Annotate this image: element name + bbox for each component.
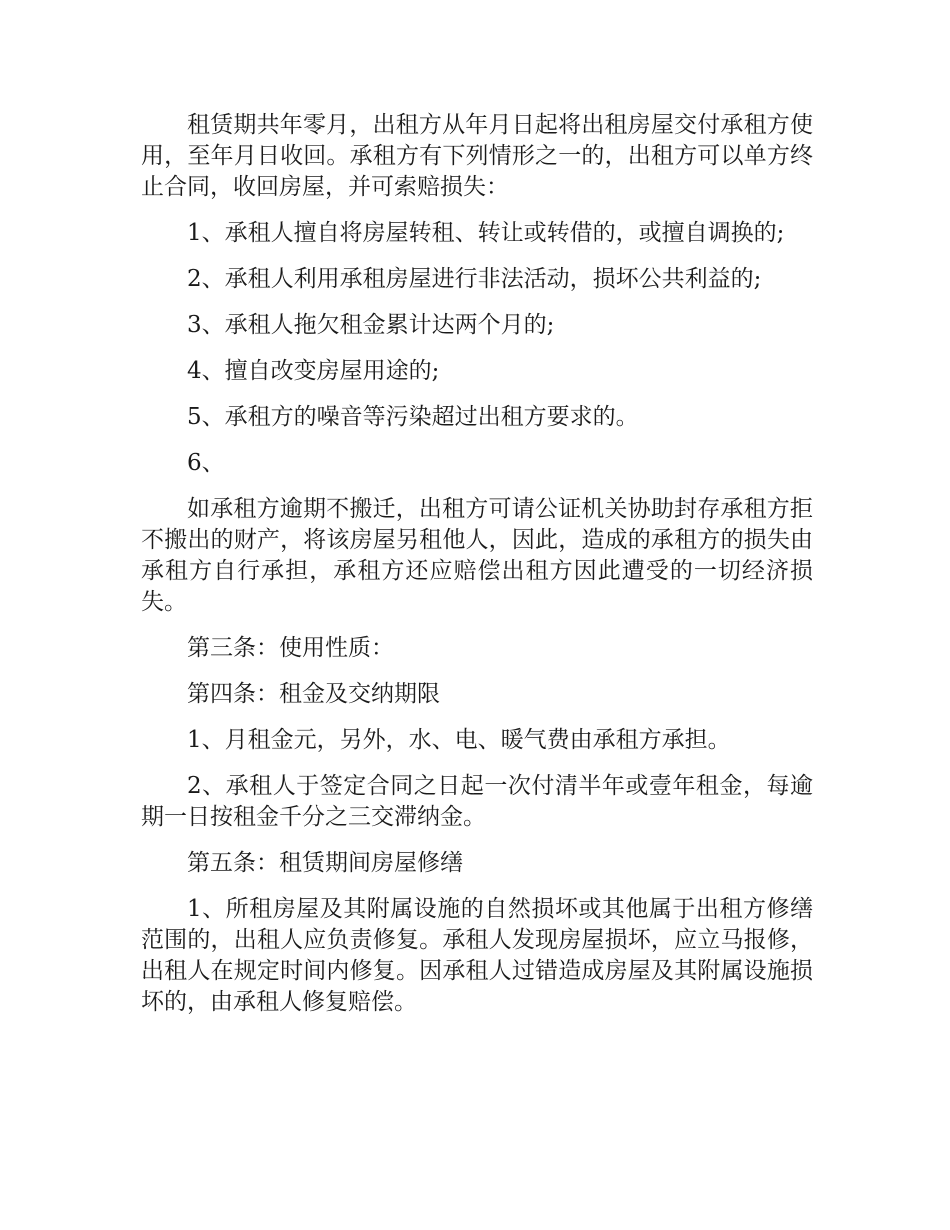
paragraph-rent-2: 2、承租人于签定合同之日起一次付清半年或壹年租金，每逾期一日按租金千分之三交滞纳金。 <box>141 773 813 830</box>
heading-article-3: 第三条：使用性质： <box>187 635 394 661</box>
heading-article-4: 第四条：租金及交纳期限 <box>187 681 440 707</box>
paragraph-clause-3: 3、承租人拖欠租金累计达两个月的; <box>187 312 555 338</box>
paragraph-rent-1: 1、月租金元，另外，水、电、暖气费由承租方承担。 <box>187 727 731 753</box>
paragraph-clause-4: 4、擅自改变房屋用途的; <box>187 358 440 384</box>
paragraph-repair-1: 1、所租房屋及其附属设施的自然损坏或其他属于出租方修缮范围的，出租人应负责修复。承租人发现房屋损坏，应立马报修，出租人在规定时间内修复。因承租人过错造成房屋及其附属设施损坏的，由承租人修复赔偿。 <box>141 896 813 1015</box>
paragraph-lease-term: 租赁期共年零月，出租方从年月日起将出租房屋交付承租方使用，至年月日收回。承租方有下列情形之一的，出租方可以单方终止合同，收回房屋，并可索赔损失： <box>141 112 813 200</box>
paragraph-clause-1: 1、承租人擅自将房屋转租、转让或转借的，或擅自调换的; <box>187 220 785 246</box>
paragraph-clause-5: 5、承租方的噪音等污染超过出租方要求的。 <box>187 404 639 430</box>
paragraph-clause-6: 6、 <box>187 450 225 476</box>
paragraph-clause-2: 2、承租人利用承租房屋进行非法活动，损坏公共利益的; <box>187 266 762 292</box>
paragraph-overdue-eviction: 如承租方逾期不搬迁，出租方可请公证机关协助封存承租方拒不搬出的财产，将该房屋另租他人，因此，造成的承租方的损失由承租方自行承担，承租方还应赔偿出租方因此遭受的一切经济损失。 <box>141 496 813 615</box>
document-page <box>141 110 813 1033</box>
heading-article-5: 第五条：租赁期间房屋修缮 <box>187 850 463 876</box>
